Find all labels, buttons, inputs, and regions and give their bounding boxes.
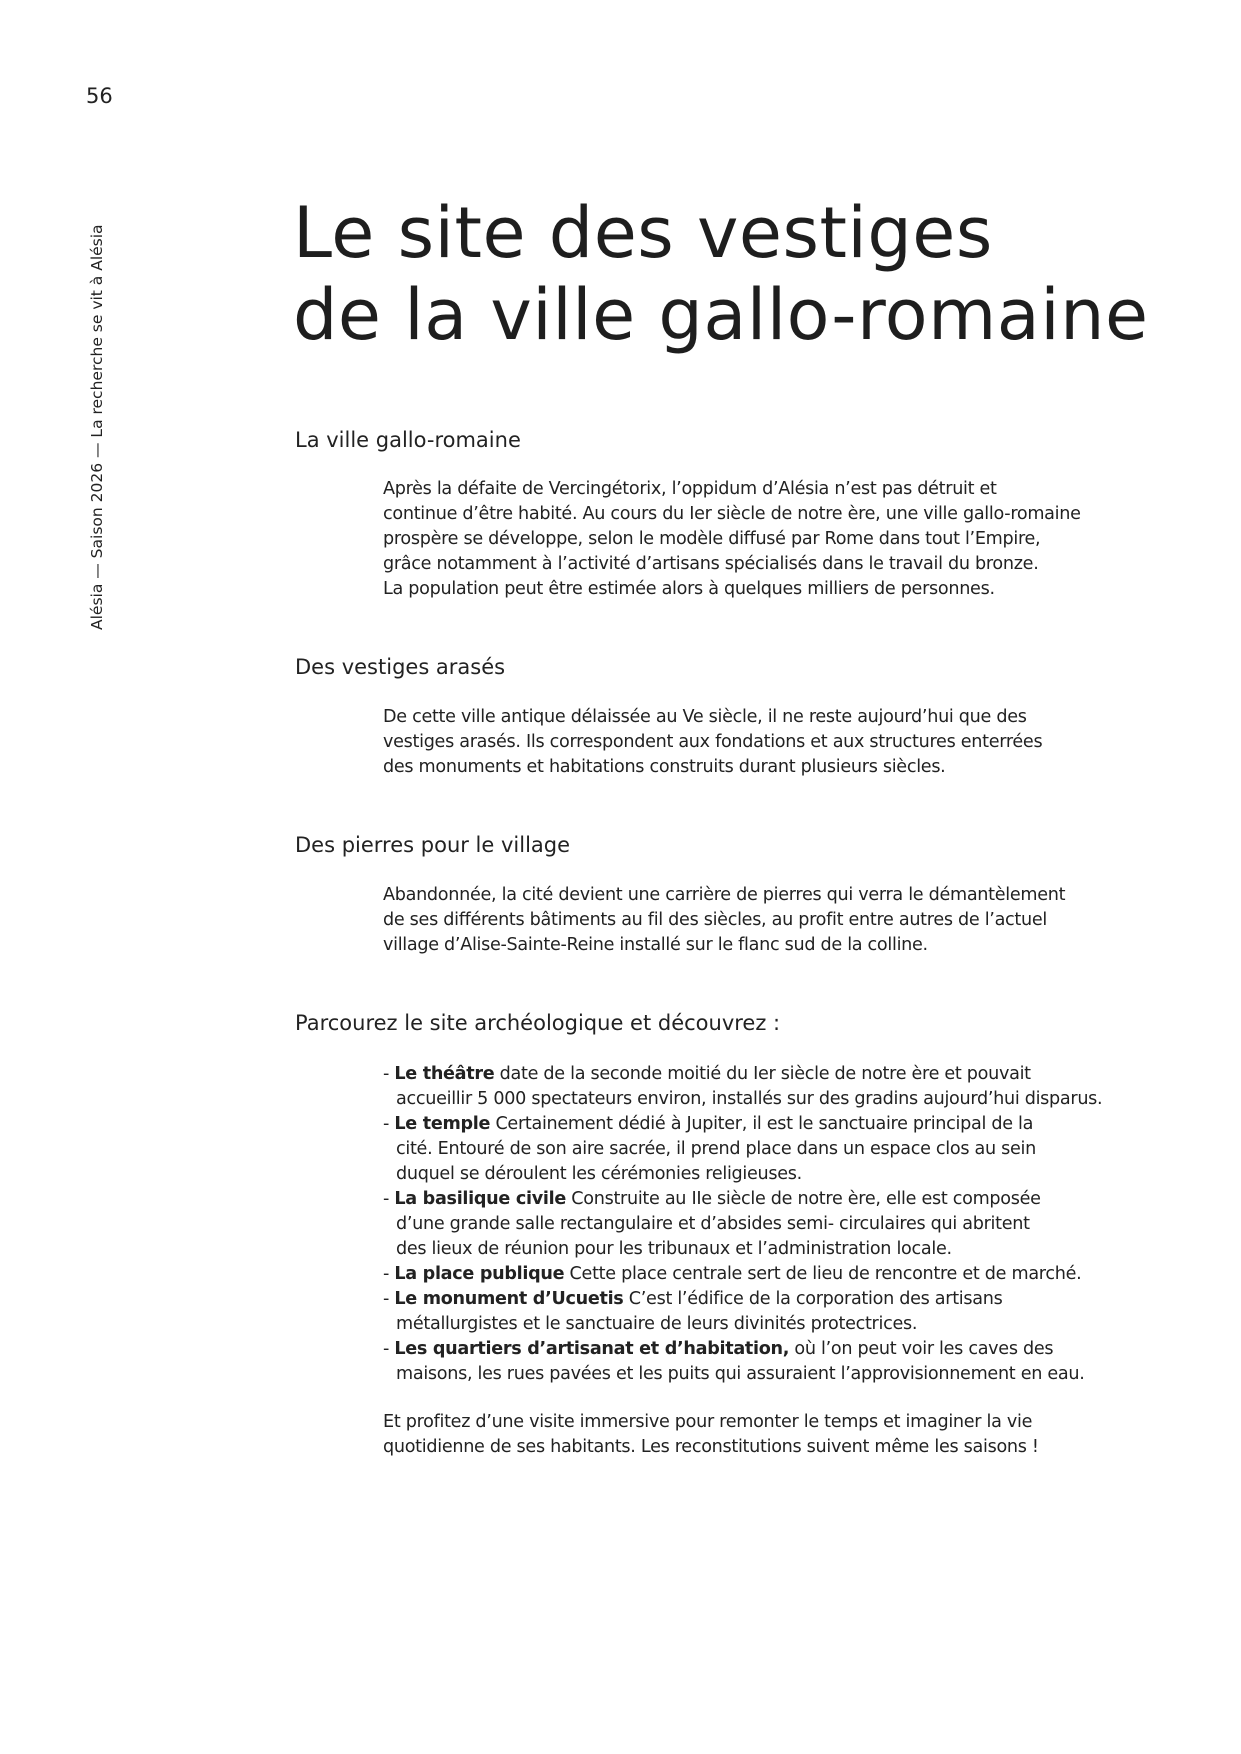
section-paragraph	[383, 883, 1065, 958]
text-line: de ses différents bâtiments au fil des siècles, au profit entre autres de l’actuel	[383, 910, 1047, 930]
list-item-first-line: - Le monument d’Ucuetis C’est l’édifice de la corporation des artisans	[383, 1289, 1003, 1309]
list-item-first-line: - Le théâtre date de la seconde moitié du Ier siècle de notre ère et pouvait	[383, 1064, 1031, 1084]
list-item-term: Le temple	[394, 1114, 491, 1134]
list-item-term: Le monument d’Ucuetis	[394, 1289, 624, 1309]
list-item-term: Les quartiers d’artisanat et d’habitation,	[394, 1339, 790, 1359]
text-line: De cette ville antique délaissée au Ve siècle, il ne reste aujourd’hui que des	[383, 707, 1027, 727]
list-item-first-line: - Les quartiers d’artisanat et d’habitation, où l’on peut voir les caves des	[383, 1339, 1054, 1359]
running-header: Alésia — Saison 2026 — La recherche se vit à Alésia	[88, 224, 106, 630]
text-line: Et profitez d’une visite immersive pour remonter le temps et imaginer la vie	[383, 1412, 1033, 1432]
list-item	[383, 1337, 1102, 1387]
section-heading: La ville gallo-romaine	[295, 428, 521, 452]
section-heading: Des vestiges arasés	[295, 655, 506, 679]
list-item-continuation: d’une grande salle rectangulaire et d’absides semi- circulaires qui abritent	[396, 1214, 1030, 1234]
list-item-continuation: duquel se déroulent les cérémonies religieuses.	[396, 1164, 802, 1184]
discover-heading: Parcourez le site archéologique et découvrez :	[295, 1011, 781, 1035]
list-item-continuation: maisons, les rues pavées et les puits qui assuraient l’approvisionnement en eau.	[396, 1364, 1085, 1384]
text-line: des monuments et habitations construits durant plusieurs siècles.	[383, 757, 946, 777]
text-line: village d’Alise-Sainte-Reine installé sur le flanc sud de la colline.	[383, 935, 928, 955]
title-line: Le site des vestiges	[293, 192, 993, 274]
closing-paragraph	[383, 1410, 1039, 1460]
list-item-text: date de la seconde moitié du Ier siècle de notre ère et pouvait	[494, 1064, 1031, 1084]
list-item-first-line: - La basilique civile Construite au IIe siècle de notre ère, elle est composée	[383, 1189, 1041, 1209]
list-item-continuation: des lieux de réunion pour les tribunaux et l’administration locale.	[396, 1239, 952, 1259]
list-item-continuation: accueillir 5 000 spectateurs environ, installés sur des gradins aujourd’hui disparus.	[396, 1089, 1103, 1109]
list-item-continuation: métallurgistes et le sanctuaire de leurs divinités protectrices.	[396, 1314, 918, 1334]
list-item-term: Le théâtre	[394, 1064, 495, 1084]
list-item	[383, 1262, 1102, 1287]
text-line: La population peut être estimée alors à quelques milliers de personnes.	[383, 579, 995, 599]
list-item	[383, 1287, 1102, 1337]
title-line: de la ville gallo-romaine	[293, 274, 1149, 356]
list-item-text: Cette place centrale sert de lieu de rencontre et de marché.	[564, 1264, 1082, 1284]
list-item-term: La basilique civile	[394, 1189, 566, 1209]
list-item-text: Certainement dédié à Jupiter, il est le sanctuaire principal de la	[490, 1114, 1034, 1134]
list-item-term: La place publique	[394, 1264, 565, 1284]
list-item-first-line: - Le temple Certainement dédié à Jupiter, il est le sanctuaire principal de la	[383, 1114, 1034, 1134]
list-item-text: où l’on peut voir les caves des	[789, 1339, 1054, 1359]
section-heading: Des pierres pour le village	[295, 833, 571, 857]
list-item	[383, 1112, 1102, 1187]
text-line: Abandonnée, la cité devient une carrière de pierres qui verra le démantèlement	[383, 885, 1066, 905]
page-number: 56	[86, 84, 113, 108]
list-item-text: Construite au IIe siècle de notre ère, elle est composée	[565, 1189, 1041, 1209]
list-item-first-line: - La place publique Cette place centrale sert de lieu de rencontre et de marché.	[383, 1264, 1082, 1284]
text-line: grâce notamment à l’activité d’artisans spécialisés dans le travail du bronze.	[383, 554, 1039, 574]
section-paragraph	[383, 705, 1042, 780]
site-features-list	[383, 1062, 1102, 1387]
section-paragraph	[383, 477, 1081, 602]
list-item	[383, 1187, 1102, 1262]
list-item-continuation: cité. Entouré de son aire sacrée, il prend place dans un espace clos au sein	[396, 1139, 1036, 1159]
text-line: Après la défaite de Vercingétorix, l’oppidum d’Alésia n’est pas détruit et	[383, 479, 997, 499]
text-line: quotidienne de ses habitants. Les reconstitutions suivent même les saisons !	[383, 1437, 1039, 1457]
text-line: prospère se développe, selon le modèle diffusé par Rome dans tout l’Empire,	[383, 529, 1041, 549]
text-line: vestiges arasés. Ils correspondent aux fondations et aux structures enterrées	[383, 732, 1043, 752]
list-item	[383, 1062, 1102, 1112]
list-item-text: C’est l’édifice de la corporation des artisans	[623, 1289, 1003, 1309]
page-title	[293, 192, 1149, 356]
text-line: continue d’être habité. Au cours du Ier siècle de notre ère, une ville gallo-romaine	[383, 504, 1081, 524]
